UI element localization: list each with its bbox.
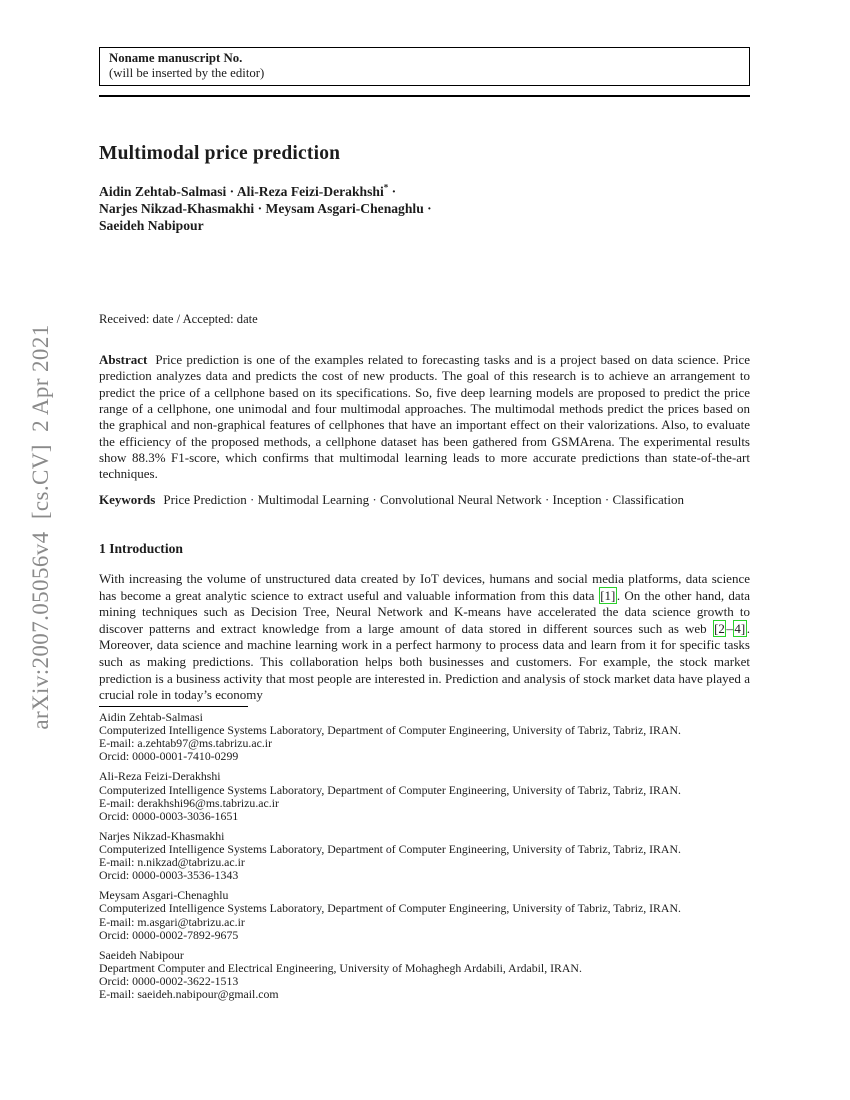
footnote-orcid: Orcid: 0000-0002-3622-1513 xyxy=(99,974,239,988)
footnote-email: E-mail: saeideh.nabipour@gmail.com xyxy=(99,987,279,1002)
keywords-section xyxy=(99,492,750,508)
corresponding-author-asterisk: * xyxy=(383,182,389,193)
footnote-block-author-2 xyxy=(99,770,750,823)
header-rule xyxy=(99,95,750,97)
footnote-affiliation: Computerized Intelligence Systems Laboratory, Department of Computer Engineering, University of Tabriz, Tabriz, IRAN. xyxy=(99,901,681,916)
intro-paragraph xyxy=(99,571,750,704)
footnote-author-name: Meysam Asgari-Chenaghlu xyxy=(99,888,229,903)
footnote-orcid: Orcid: 0000-0003-3536-1343 xyxy=(99,868,239,883)
footnote-orcid: Orcid: 0000-0003-3036-1651 xyxy=(99,808,239,823)
citation-range-dash: – xyxy=(726,620,733,636)
footnote-email: E-mail: a.zehtab97@ms.tabrizu.ac.ir xyxy=(99,736,273,751)
author-line-2: Narjes Nikzad-Khasmakhi · Meysam Asgari-Chenaghlu · xyxy=(99,201,432,216)
abstract-section xyxy=(99,352,750,483)
paper-title: Multimodal price prediction xyxy=(99,143,341,164)
footnote-author-name: Ali-Reza Feizi-Derakhshi xyxy=(99,769,221,784)
footnote-email: E-mail: derakhshi96@ms.tabrizu.ac.ir xyxy=(99,795,279,810)
manuscript-no-line: Noname manuscript No. xyxy=(109,51,243,65)
footnotes-section xyxy=(99,711,750,1008)
footnote-affiliation: Department Computer and Electrical Engineering, University of Mohaghegh Ardabili, Ardabil, IRAN. xyxy=(99,960,582,975)
footnote-affiliation: Computerized Intelligence Systems Laboratory, Department of Computer Engineering, University of Tabriz, Tabriz, IRAN. xyxy=(99,782,681,797)
footnote-affiliation: Computerized Intelligence Systems Laboratory, Department of Computer Engineering, University of Tabriz, Tabriz, IRAN. xyxy=(99,842,681,856)
abstract-label: Abstract xyxy=(99,352,148,367)
arxiv-watermark: arXiv:2007.05056v4 [cs.CV] 2 Apr 2021 xyxy=(28,324,53,730)
intro-text-1: With increasing the volume of unstructured data created by IoT devices, humans and social media platforms, data science has become a great analytic science to extract useful and valuable information from this data xyxy=(99,571,750,603)
footnote-block-author-3 xyxy=(99,830,750,883)
abstract-text: Price prediction is one of the examples related to forecasting tasks and is a project based on data science. Price prediction analyzes data and predicts the cost of new products. The goal of this research is to achieve an arrangement to predict the price of a cellphone based on its specifications. So, five deep learning models are proposed to predict the price range of a cellphone, one unimodal and four multimodal approaches. The multimodal methods predict the prices based on the graphical and non-graphical features of cellphones that have an important effect on their valorizations. Also, to evaluate the efficiency of the proposed methods, a cellphone dataset has been gathered from GSMArena. The experimental results show 88.3% F1-score, which confirms that multimodal learning leads to more accurate predictions than state-of-the-art techniques. xyxy=(99,352,750,482)
footnote-rule xyxy=(99,706,248,707)
footnote-orcid: Orcid: 0000-0001-7410-0299 xyxy=(99,749,239,764)
citation-link-1[interactable]: [1] xyxy=(600,587,616,603)
citation-link-2[interactable]: [2 xyxy=(714,620,725,636)
footnote-email: E-mail: n.nikzad@tabrizu.ac.ir xyxy=(99,855,245,870)
author-names-1: Aidin Zehtab-Salmasi · Ali-Reza Feizi-Derakhshi xyxy=(99,184,384,199)
author-line-3: Saeideh Nabipour xyxy=(99,218,204,233)
footnote-author-name: Saeideh Nabipour xyxy=(99,947,184,962)
footnote-block-author-1 xyxy=(99,711,750,764)
intro-text-3: . Moreover, data science and machine learning work in a perfect harmony to process data and learn from it for specific tasks such as making predictions. This collaboration helps both businesses and customers. For example, the stock market prediction is a business activity that most people are interested in. Prediction and analysis of stock market data have played a crucial role in today’s economy xyxy=(99,620,750,703)
footnote-email: E-mail: m.asgari@tabrizu.ac.ir xyxy=(99,914,245,929)
footnote-block-author-4 xyxy=(99,889,750,942)
footnote-affiliation: Computerized Intelligence Systems Laboratory, Department of Computer Engineering, University of Tabriz, Tabriz, IRAN. xyxy=(99,723,681,738)
received-accepted-line: Received: date / Accepted: date xyxy=(99,312,258,326)
manuscript-header-box xyxy=(99,47,750,86)
citation-link-4[interactable]: 4] xyxy=(734,620,746,636)
author-list xyxy=(99,183,432,234)
keywords-text: Price Prediction · Multimodal Learning · Convolutional Neural Network · Inception · Classification xyxy=(163,492,684,507)
author-separator: · xyxy=(388,184,397,199)
footnote-author-name: Narjes Nikzad-Khasmakhi xyxy=(99,828,225,843)
author-line-1 xyxy=(99,183,432,200)
section-heading-introduction: 1 Introduction xyxy=(99,541,183,556)
footnote-orcid: Orcid: 0000-0002-7892-9675 xyxy=(99,927,239,942)
intro-text-2: . On the other hand, data mining techniques such as Decision Tree, Neural Network and K-means have accelerated the data science growth to discover patterns and extract knowledge from a large amount of data stored in different sources such as web xyxy=(99,587,751,636)
keywords-label: Keywords xyxy=(99,492,156,507)
footnote-block-author-5 xyxy=(99,949,750,1002)
footnote-author-name: Aidin Zehtab-Salmasi xyxy=(99,710,203,724)
editor-note-line: (will be inserted by the editor) xyxy=(109,65,265,80)
